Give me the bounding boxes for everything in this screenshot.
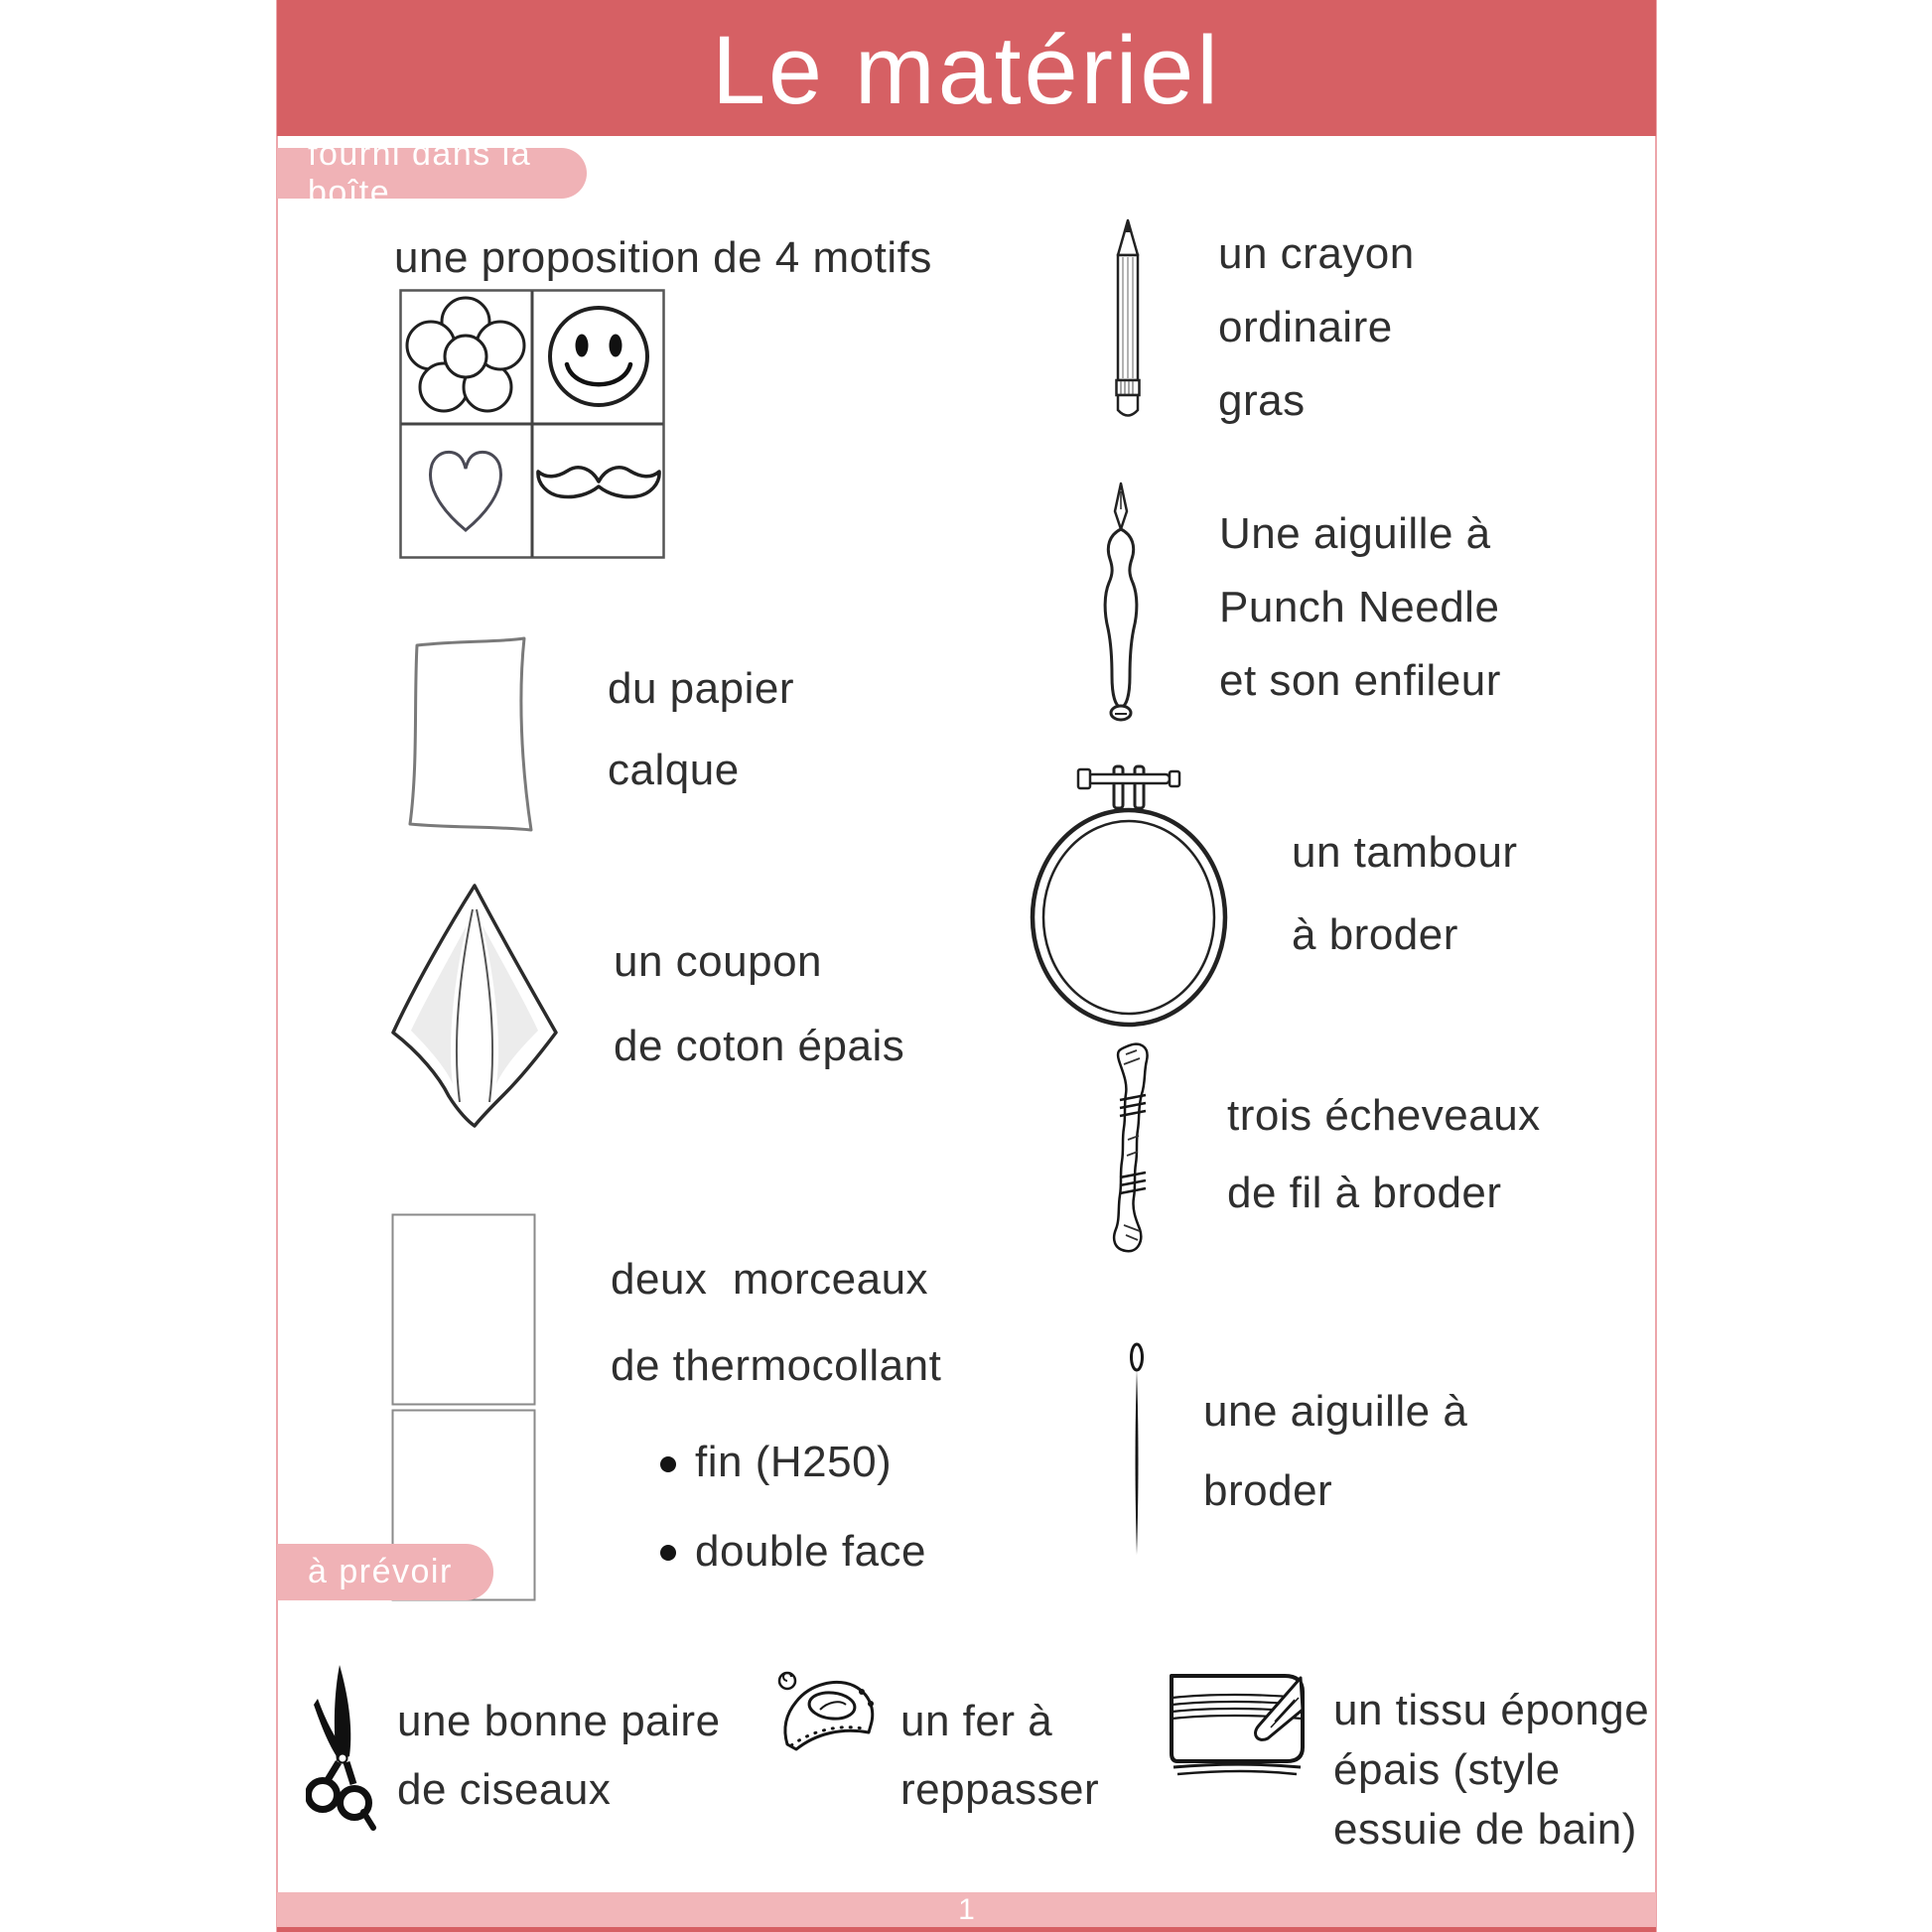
- smiley-motif-icon: [550, 308, 647, 405]
- item-punch-needle-line: et son enfileur: [1219, 656, 1501, 705]
- item-ciseaux-line: de ciseaux: [397, 1765, 612, 1814]
- item-tambour-line: un tambour: [1292, 828, 1518, 877]
- item-tambour-line: à broder: [1292, 910, 1458, 959]
- section-label-provided: [277, 134, 587, 211]
- page-header-banner: [277, 0, 1656, 136]
- section-label-to-plan: [277, 1544, 493, 1600]
- scissors-icon: [306, 1663, 377, 1834]
- item-thermocollant-bullet: double face: [695, 1527, 927, 1576]
- section-label-to-plan-text: à prévoir: [308, 1553, 453, 1590]
- item-tissu-line: épais (style: [1333, 1745, 1561, 1794]
- item-thermocollant-bullet: fin (H250): [695, 1438, 893, 1486]
- item-crayon-line: gras: [1218, 376, 1306, 425]
- item-echeveaux-line: trois écheveaux: [1227, 1091, 1541, 1140]
- item-crayon-line: ordinaire: [1218, 303, 1393, 351]
- item-tissu-line: un tissu éponge: [1333, 1686, 1650, 1734]
- punch-needle-icon: [1102, 482, 1140, 726]
- item-echeveaux-line: de fil à broder: [1227, 1169, 1502, 1217]
- iron-icon: [774, 1666, 880, 1783]
- footer-accent-line: [277, 1927, 1656, 1932]
- pencil-icon: [1111, 217, 1145, 422]
- item-papier-line: du papier: [608, 664, 794, 713]
- item-thermocollant-line: deux morceaux: [611, 1255, 929, 1304]
- item-ciseaux-line: une bonne paire: [397, 1697, 721, 1745]
- item-thermocollant-line: de thermocollant: [611, 1341, 942, 1390]
- sewing-needle-icon: [1128, 1340, 1146, 1559]
- bullet-dot: [660, 1545, 676, 1561]
- item-punch-needle-line: Punch Needle: [1219, 583, 1500, 631]
- item-coupon-line: de coton épais: [614, 1022, 905, 1070]
- motif-grid-icon: [399, 289, 665, 559]
- item-motifs-label: une proposition de 4 motifs: [394, 233, 932, 282]
- item-aiguille-line: broder: [1203, 1466, 1333, 1515]
- item-fer-line: reppasser: [900, 1765, 1100, 1814]
- page-number: 1: [958, 1892, 975, 1926]
- item-fer-line: un fer à: [900, 1697, 1053, 1745]
- item-aiguille-line: une aiguille à: [1203, 1387, 1468, 1436]
- footer-bar: [277, 1892, 1656, 1927]
- item-crayon-line: un crayon: [1218, 229, 1415, 278]
- cotton-cloth-icon: [381, 882, 568, 1130]
- item-punch-needle-line: Une aiguille à: [1219, 509, 1491, 558]
- section-label-provided-text: fourni dans la boîte: [308, 134, 532, 211]
- thread-skein-icon: [1106, 1040, 1160, 1261]
- page-border-right: [1655, 0, 1657, 1932]
- page-title: Le matériel: [712, 16, 1221, 124]
- bullet-dot: [660, 1456, 676, 1472]
- item-tissu-line: essuie de bain): [1333, 1805, 1637, 1854]
- tracing-paper-icon: [401, 635, 540, 834]
- page-border-left: [276, 0, 278, 1932]
- embroidery-hoop-icon: [1027, 751, 1231, 1029]
- item-coupon-line: un coupon: [614, 937, 823, 986]
- towel-icon: [1160, 1664, 1312, 1783]
- item-papier-line: calque: [608, 746, 740, 794]
